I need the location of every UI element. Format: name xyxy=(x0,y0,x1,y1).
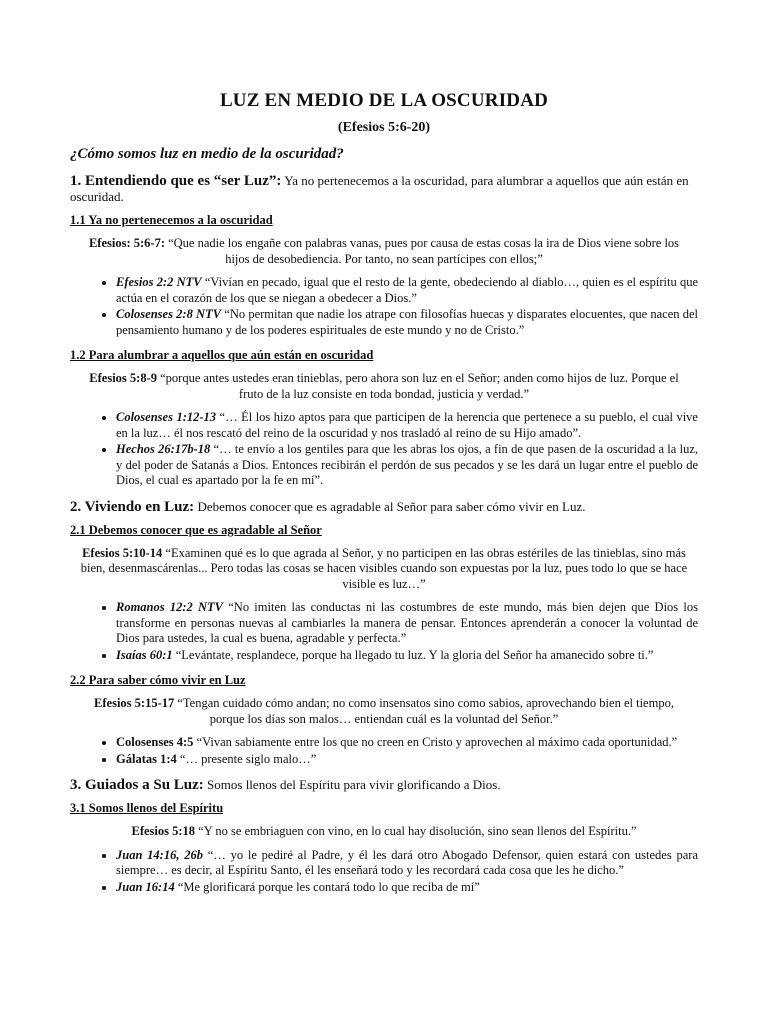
verse-text: “porque antes ustedes eran tinieblas, pero ahora son luz en el Señor; anden como hijos de luz. Porque el fruto de la luz consiste en toda bondad, justicia y verdad.” xyxy=(156,371,679,401)
subsection-2-1-verse xyxy=(70,546,698,593)
subsection-2-1-heading: 2.1 Debemos conocer que es agradable al Señor xyxy=(70,522,322,537)
verse-reference: Efesios 2:2 NTV xyxy=(116,275,202,289)
list-item xyxy=(116,648,698,664)
list-item xyxy=(116,600,698,647)
verse-reference: Efesios 5:8-9 xyxy=(89,371,157,385)
section-3-heading: 3. Guiados a Su Luz: xyxy=(70,777,204,793)
verse-reference: Colosenses 2:8 NTV xyxy=(116,307,222,321)
verse-text: “Levántate, resplandece, porque ha llegado tu luz. Y la gloria del Señor ha amanecido sobre ti.” xyxy=(172,647,654,662)
verse-text: “Me glorificará porque les contará todo lo que reciba de mí” xyxy=(174,879,480,894)
verse-reference: Juan 16:14 xyxy=(116,879,175,894)
verse-text: “Tengan cuidado cómo andan; no como insensatos sino como sabios, aprovechando bien el tiempo, porque los días son malos… entiendan cuál es la voluntad del Señor.” xyxy=(174,696,674,726)
verse-reference: Hechos 26:17b-18 xyxy=(116,442,211,456)
verse-text: “Vivan sabiamente entre los que no creen en Cristo y aprovechen al máximo cada oportunidad.” xyxy=(193,735,678,749)
section-2-text: Debemos conocer que es agradable al Señor para saber cómo vivir en Luz. xyxy=(194,498,586,514)
verse-text: “Examinen qué es lo que agrada al Señor, y no participen en las obras estériles de las tinieblas, sino más bien, desenmascárenlas... Pero todas las cosas se hacen visibles cuando son expuestas por la luz, pues todo lo que se hace visible es luz…” xyxy=(80,545,688,591)
verse-text: “Y no se embriaguen con vino, en lo cual hay disolución, sino sean llenos del Espíritu.” xyxy=(195,824,637,838)
subsection-2-2-verse xyxy=(70,696,698,727)
subsection-2-2-heading: 2.2 Para saber cómo vivir en Luz xyxy=(70,673,246,687)
list-item xyxy=(116,410,698,441)
subsection-1-2-verse xyxy=(70,371,698,402)
subsection-1-1-verse xyxy=(70,236,698,267)
subsection-3-1-heading: 3.1 Somos llenos del Espíritu xyxy=(70,801,224,815)
subsection-2-1-list xyxy=(70,600,698,663)
verse-text: “… te envío a los gentiles para que les abras los ojos, a fin de que pasen de la oscuridad a la luz, y del poder de Satanás a Dios. Entonces recibirán el perdón de sus pecados y se les dará un lugar entre el pueblo de Dios, el cual es apartado por la fe en mí”. xyxy=(116,442,699,487)
subsection-3-1-verse xyxy=(70,824,698,840)
verse-reference: Efesios 5:18 xyxy=(131,824,196,838)
verse-reference: Efesios 5:10-14 xyxy=(82,545,163,560)
main-question: ¿Cómo somos luz en medio de la oscuridad? xyxy=(70,146,344,162)
section-3 xyxy=(70,777,698,793)
subsection-1-1-list xyxy=(70,275,698,338)
document-title: LUZ EN MEDIO DE LA OSCURIDAD xyxy=(219,90,549,111)
document-subtitle: (Efesios 5:6-20) xyxy=(337,120,431,135)
verse-text: “No imiten las conductas ni las costumbres de este mundo, más bien dejen que Dios los transforme en personas nuevas al cambiarles la manera de pensar. Entonces aprenderán a conocer la voluntad de Dios para ustedes, la cual es buena, agradable y perfecta.” xyxy=(116,600,698,645)
list-item xyxy=(116,275,698,306)
subsection-1-2-heading: 1.2 Para alumbrar a aquellos que aún están en oscuridad xyxy=(70,348,374,362)
section-1-heading: 1. Entendiendo que es “ser Luz”: xyxy=(70,173,282,189)
subsection-1-2-list xyxy=(70,410,698,489)
list-item xyxy=(116,442,698,489)
verse-reference: Colosenses 4:5 xyxy=(116,735,194,749)
list-item xyxy=(116,735,698,751)
verse-reference: Gálatas 1:4 xyxy=(116,751,177,766)
list-item xyxy=(116,752,698,768)
subsection-2-2-list xyxy=(70,735,698,767)
verse-text: “… Él los hizo aptos para que participen de la herencia que pertenece a su pueblo, el cual vive en la luz… él nos rescató del reino de la oscuridad y nos trasladó al reino de su Hijo amado”. xyxy=(116,410,698,440)
subsection-1-1-heading: 1.1 Ya no pertenecemos a la oscuridad xyxy=(70,213,273,227)
verse-reference: Efesios: 5:6-7: xyxy=(88,236,165,250)
verse-reference: Romanos 12:2 NTV xyxy=(116,600,224,614)
verse-text: “Que nadie los engañe con palabras vanas, pues por causa de estas cosas la ira de Dios viene sobre los hijos de desobediencia. Por tanto, no sean partícipes con ellos;” xyxy=(164,236,680,266)
verse-text: “… presente siglo malo…” xyxy=(176,751,317,766)
verse-text: “… yo le pediré al Padre, y él les dará otro Abogado Defensor, quien estará con ustedes para siempre… es decir, al Espíritu Santo, él les enseñará todo y les recordará cada cosa que les he dicho.” xyxy=(116,847,698,877)
verse-reference: Efesios 5:15-17 xyxy=(94,696,175,710)
list-item xyxy=(116,880,698,896)
verse-text: “No permitan que nadie los atrape con filosofías huecas y disparates elocuentes, que nacen del pensamiento humano y de los poderes espirituales de este mundo y no de Cristo.” xyxy=(116,307,698,337)
section-3-text: Somos llenos del Espíritu para vivir glorificando a Dios. xyxy=(203,777,501,792)
verse-reference: Isaías 60:1 xyxy=(116,647,173,662)
list-item xyxy=(116,848,698,879)
verse-reference: Juan 14:16, 26b xyxy=(116,847,203,862)
verse-text: “Vivían en pecado, igual que el resto de la gente, obedeciendo al diablo…, quien es el espíritu que actúa en el corazón de los que se niegan a obedecer a Dios.” xyxy=(116,275,699,305)
verse-reference: Colosenses 1:12-13 xyxy=(116,410,217,424)
section-1 xyxy=(70,173,698,205)
subsection-3-1-list xyxy=(70,848,698,896)
list-item xyxy=(116,307,698,338)
section-2-heading: 2. Viviendo en Luz: xyxy=(70,498,195,515)
section-2 xyxy=(70,499,698,515)
section-1-text: Ya no pertenecemos a la oscuridad, para alumbrar a aquellos que aún están en oscuridad. xyxy=(70,173,689,204)
